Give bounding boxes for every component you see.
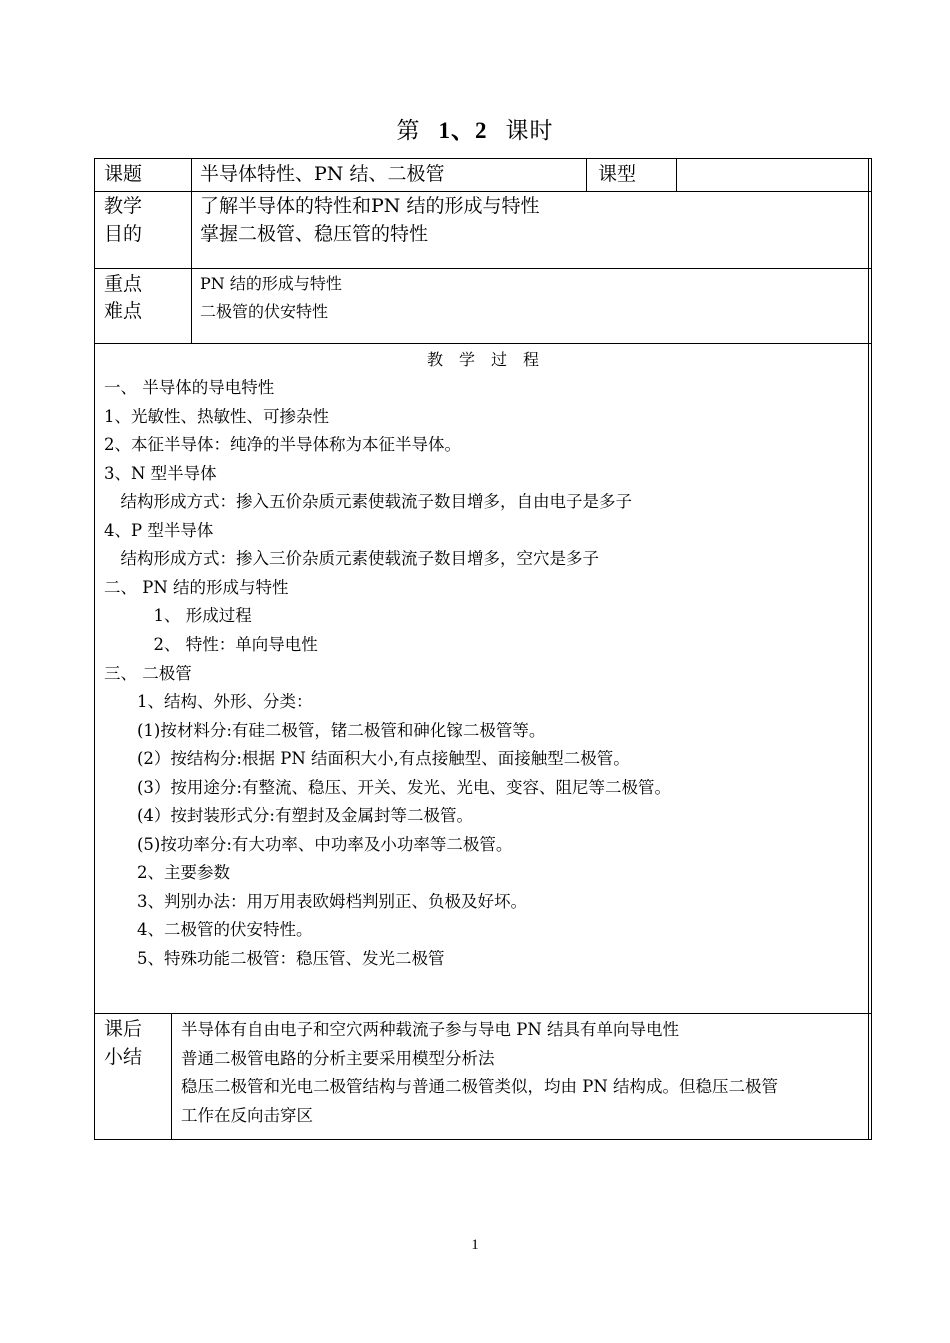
process-line: 2、 特性：单向导电性: [104, 634, 318, 654]
process-line: 二、 PN 结的形成与特性: [104, 577, 289, 597]
key-label-line-1: 重点: [104, 273, 143, 295]
summary-line: 工作在反向击穿区: [181, 1105, 313, 1125]
goal-label-line-1: 教学: [104, 195, 143, 217]
process-line: 1、光敏性、热敏性、可掺杂性: [104, 406, 329, 426]
summary-line: 稳压二极管和光电二极管结构与普通二极管类似，均由 PN 结构成。但稳压二极管: [181, 1077, 779, 1096]
lesson-type-label: 课型: [598, 163, 637, 185]
process-line: (5)按功率分:有大功率、中功率及小功率等二极管。: [104, 834, 513, 854]
process-line: (1)按材料分:有硅二极管，锗二极管和砷化镓二极管等。: [104, 720, 546, 740]
topic-value: 半导体特性、PN 结、二极管: [200, 163, 445, 185]
goal-line-2: 掌握二极管、稳压管的特性: [200, 223, 429, 245]
process-line: 2、本征半导体：纯净的半导体称为本征半导体。: [104, 435, 461, 455]
summary-line: 普通二极管电路的分析主要采用模型分析法: [181, 1048, 495, 1068]
goal-label-line-2: 目的: [104, 223, 143, 245]
process-line: 1、结构、外形、分类：: [104, 692, 313, 712]
key-line-1: PN 结的形成与特性: [200, 274, 342, 293]
process-line: 结构形成方式：掺入三价杂质元素使载流子数目增多，空穴是多子: [104, 549, 599, 569]
goal-line-1: 了解半导体的特性和PN 结的形成与特性: [200, 195, 540, 217]
process-line: (3）按用途分:有整流、稳压、开关、发光、光电、变容、阻尼等二极管。: [104, 777, 671, 797]
title-number: 1、2: [438, 118, 488, 143]
process-line: 4、P 型半导体: [104, 520, 214, 540]
page-title: [0, 112, 950, 145]
key-label-line-2: 难点: [104, 300, 143, 322]
page-number: 1: [471, 1237, 479, 1253]
process-heading: 教 学 过 程: [426, 350, 539, 369]
process-line: (4）按封装形式分:有塑封及金属封等二极管。: [104, 806, 473, 826]
process-line: 3、判别办法：用万用表欧姆档判别正、负极及好坏。: [104, 891, 527, 911]
process-line: 结构形成方式：掺入五价杂质元素使载流子数目增多，自由电子是多子: [104, 492, 632, 512]
process-line: 2、主要参数: [104, 863, 230, 883]
summary-label-line-1: 课后: [104, 1018, 143, 1040]
topic-label: 课题: [104, 163, 143, 185]
process-line: 5、特殊功能二极管：稳压管、发光二极管: [104, 949, 445, 968]
summary-label-line-2: 小结: [104, 1046, 143, 1068]
process-line: 一、 半导体的导电特性: [104, 378, 275, 397]
process-line: (2）按结构分:根据 PN 结面积大小,有点接触型、面接触型二极管。: [104, 749, 630, 769]
process-line: 3、N 型半导体: [104, 463, 217, 483]
summary-line: 半导体有自由电子和空穴两种载流子参与导电 PN 结具有单向导电性: [181, 1020, 680, 1039]
key-line-2: 二极管的伏安特性: [200, 302, 329, 321]
process-line: 1、 形成过程: [104, 606, 252, 626]
process-line: 三、 二极管: [104, 663, 192, 683]
title-suffix: 课时: [505, 118, 554, 144]
process-line: 4、二极管的伏安特性。: [104, 920, 313, 940]
title-prefix: 第: [396, 118, 421, 144]
